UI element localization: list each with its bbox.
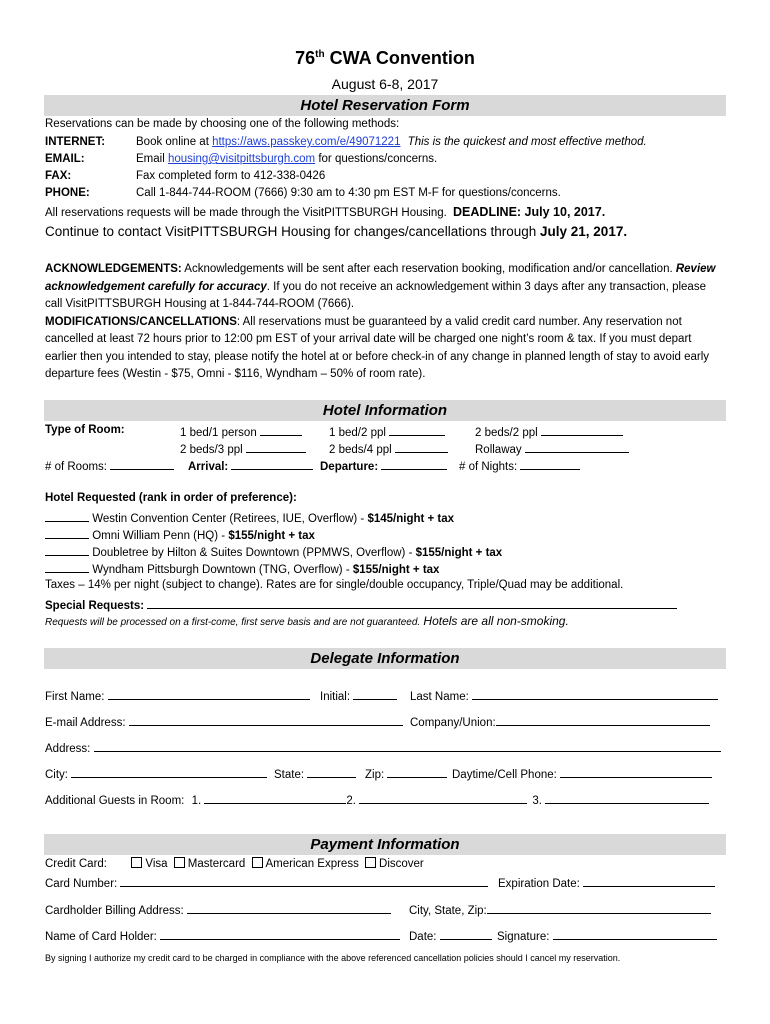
visa-option[interactable]: Visa <box>131 858 167 870</box>
expiration-blank[interactable] <box>583 875 715 887</box>
payment-title: Payment Information <box>310 836 460 853</box>
checkbox-icon[interactable] <box>365 857 376 868</box>
event-dates: August 6-8, 2017 <box>331 76 439 92</box>
nights-field[interactable]: # of Nights: <box>459 458 580 473</box>
nights-blank[interactable] <box>520 458 580 470</box>
state-blank[interactable] <box>307 766 356 778</box>
fax-label: FAX: <box>45 170 72 182</box>
billing-address-field[interactable]: Cardholder Billing Address: <box>45 902 391 917</box>
authorization-note: By signing I authorize my credit card to be charged in compliance with the above referenced cancellation policies should I cancel my reservation. <box>45 953 621 963</box>
address-field[interactable]: Address: <box>45 740 721 755</box>
checkbox-icon[interactable] <box>131 857 142 868</box>
policies-text: ACKNOWLEDGEMENTS: Acknowledgements will be sent after each reservation booking, modification and/or cancellation. Review acknowledgement carefully for accuracy. If you do not receive an acknowledgement within 3 days after any transaction, please call VisitPITTSBURGH Housing at 1-844-744-ROOM (7666). MODIFICATIONS/CANCELLATIONS: All reservations must be guaranteed by a valid credit card number. Any reservation not cancelled at least 72 hours prior to 12:00 pm EST of your arrival date will be charged one night’s room & tax. If you must depart earlier then you intended to stay, please notify the hotel at or before check-in of any change in planned length of stay to avoid early departure fees (Westin - $75, Omni - $116, Wyndham – 50% of room rate). <box>45 263 716 380</box>
billing-address-blank[interactable] <box>187 902 391 914</box>
room-option-1-blank[interactable] <box>260 424 302 436</box>
arrival-blank[interactable] <box>231 458 313 470</box>
special-requests-field[interactable]: Special Requests: <box>45 597 677 612</box>
delegate-title: Delegate Information <box>310 650 460 667</box>
arrival-field[interactable]: Arrival: <box>188 458 313 473</box>
room-option-3-blank[interactable] <box>541 424 623 436</box>
date-field[interactable]: Date: <box>409 928 492 943</box>
checkbox-icon[interactable] <box>252 857 263 868</box>
card-holder-field[interactable]: Name of Card Holder: <box>45 928 400 943</box>
date-blank[interactable] <box>440 928 492 940</box>
methods-intro: Reservations can be made by choosing one of the following methods: <box>45 118 400 130</box>
passkey-link[interactable]: https://aws.passkey.com/e/49071221 <box>212 136 401 148</box>
first-name-field[interactable]: First Name: <box>45 688 310 703</box>
expiration-field[interactable]: Expiration Date: <box>498 875 715 890</box>
guest-2-blank[interactable] <box>359 792 527 804</box>
form-title: Hotel Reservation Form <box>300 97 470 114</box>
page-title: 76th CWA Convention <box>295 48 475 68</box>
hotel-choice-wyndham[interactable]: Wyndham Pittsburgh Downtown (TNG, Overflow) - $155/night + tax <box>45 561 439 576</box>
internet-label: INTERNET: <box>45 136 106 148</box>
special-requests-blank[interactable] <box>147 597 677 609</box>
signature-blank[interactable] <box>553 928 717 940</box>
hotel-requested-label: Hotel Requested (rank in order of preference): <box>45 492 297 504</box>
discover-option[interactable]: Discover <box>365 858 424 870</box>
hotel-info-title: Hotel Information <box>322 402 448 419</box>
fcfs-note: Requests will be processed on a first-come, first serve basis and are not guaranteed. Hotels are all non-smoking. <box>45 614 569 628</box>
email-address-blank[interactable] <box>129 714 403 726</box>
rank-blank[interactable] <box>45 561 89 573</box>
guest-3-blank[interactable] <box>545 792 709 804</box>
room-option-2-blank[interactable] <box>389 424 445 436</box>
city-blank[interactable] <box>71 766 267 778</box>
internet-note: This is the quickest and most effective method. <box>407 136 647 148</box>
rooms-count-blank[interactable] <box>110 458 174 470</box>
room-option-5-blank[interactable] <box>395 441 448 453</box>
rank-blank[interactable] <box>45 527 89 539</box>
departure-blank[interactable] <box>381 458 447 470</box>
taxes-note: Taxes – 14% per night (subject to change). Rates are for single/double occupancy, Triple/Quad may be additional. <box>45 579 624 591</box>
last-name-field[interactable]: Last Name: <box>410 688 718 703</box>
initial-blank[interactable] <box>353 688 397 700</box>
departure-field[interactable]: Departure: <box>320 458 447 473</box>
card-number-field[interactable]: Card Number: <box>45 875 488 890</box>
city-state-zip-blank[interactable] <box>487 902 711 914</box>
state-field[interactable]: State: <box>274 766 356 781</box>
room-option-3[interactable]: 2 beds/2 ppl <box>475 424 623 439</box>
zip-blank[interactable] <box>387 766 447 778</box>
first-name-blank[interactable] <box>108 688 310 700</box>
company-field[interactable]: Company/Union: <box>410 714 710 729</box>
mod-label: MODIFICATIONS/CANCELLATIONS <box>45 315 237 328</box>
mastercard-option[interactable]: Mastercard <box>174 858 246 870</box>
nonsmoking-note: Hotels are all non-smoking. <box>423 614 569 628</box>
email-link[interactable]: housing@visitpittsburgh.com <box>167 153 316 165</box>
card-number-blank[interactable] <box>120 875 488 887</box>
email-label: EMAIL: <box>45 153 85 165</box>
guests-field[interactable]: Additional Guests in Room: 1. 2. 3. <box>45 792 709 807</box>
room-option-1[interactable]: 1 bed/1 person <box>180 424 302 439</box>
continue-line: Continue to contact VisitPITTSBURGH Housing for changes/cancellations through July 21, 2017. <box>45 224 628 239</box>
room-option-6-blank[interactable] <box>525 441 629 453</box>
phone-field[interactable]: Daytime/Cell Phone: <box>452 766 712 781</box>
checkbox-icon[interactable] <box>174 857 185 868</box>
room-type-label: Type of Room: <box>45 424 125 436</box>
fax-text: Fax completed form to 412-338-0426 <box>136 170 326 182</box>
signature-field[interactable]: Signature: <box>497 928 717 943</box>
email-line: Email housing@visitpittsburgh.com for questions/concerns. <box>136 153 438 165</box>
email-address-field[interactable]: E-mail Address: <box>45 714 403 729</box>
room-option-2[interactable]: 1 bed/2 ppl <box>329 424 445 439</box>
last-name-blank[interactable] <box>472 688 718 700</box>
phone-blank[interactable] <box>560 766 712 778</box>
room-option-6[interactable]: Rollaway <box>475 441 629 456</box>
guest-1-blank[interactable] <box>204 792 346 804</box>
rank-blank[interactable] <box>45 544 89 556</box>
all-requests-line: All reservations requests will be made through the VisitPITTSBURGH Housing. DEADLINE: July 10, 2017. <box>45 205 606 219</box>
room-option-4[interactable]: 2 beds/3 ppl <box>180 441 306 456</box>
initial-field[interactable]: Initial: <box>320 688 397 703</box>
zip-field[interactable]: Zip: <box>365 766 447 781</box>
room-option-5[interactable]: 2 beds/4 ppl <box>329 441 448 456</box>
internet-line: Book online at https://aws.passkey.com/e/49071221 This is the quickest and most effective method. <box>136 136 647 148</box>
room-option-4-blank[interactable] <box>246 441 306 453</box>
rooms-count-field[interactable]: # of Rooms: <box>45 458 174 473</box>
company-blank[interactable] <box>496 714 710 726</box>
ack-emphasis: Review acknowledgement carefully for accuracy <box>45 263 716 293</box>
card-holder-blank[interactable] <box>160 928 400 940</box>
rank-blank[interactable] <box>45 510 89 522</box>
phone-text: Call 1-844-744-ROOM (7666) 9:30 am to 4:30 pm EST M-F for questions/concerns. <box>136 187 561 199</box>
hotel-choice-doubletree[interactable]: Doubletree by Hilton & Suites Downtown (PPMWS, Overflow) - $155/night + tax <box>45 544 502 559</box>
city-state-zip-field[interactable]: City, State, Zip: <box>409 902 711 917</box>
city-field[interactable]: City: <box>45 766 267 781</box>
ack-label: ACKNOWLEDGEMENTS: <box>45 263 182 275</box>
credit-card-row: Credit Card: Visa Mastercard American Express Discover <box>45 858 424 870</box>
phone-label: PHONE: <box>45 187 90 199</box>
continue-date: July 21, 2017. <box>540 224 628 239</box>
amex-option[interactable]: American Express <box>252 858 359 870</box>
hotel-choice-westin[interactable]: Westin Convention Center (Retirees, IUE, Overflow) - $145/night + tax <box>45 510 454 525</box>
deadline: DEADLINE: July 10, 2017. <box>453 205 606 219</box>
hotel-choice-omni[interactable]: Omni William Penn (HQ) - $155/night + tax <box>45 527 315 542</box>
address-blank[interactable] <box>94 740 721 752</box>
